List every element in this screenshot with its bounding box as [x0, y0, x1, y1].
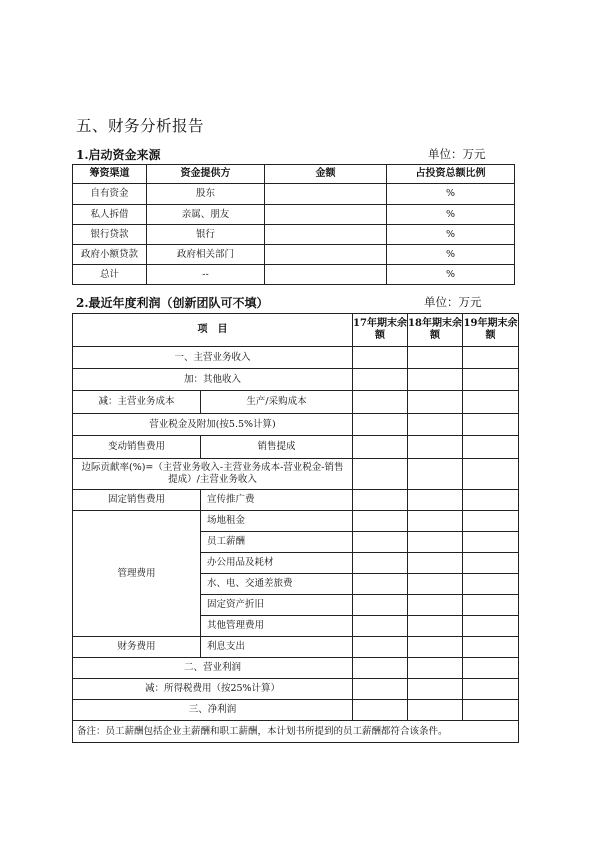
- value-cell[interactable]: [463, 511, 519, 532]
- table-row: [73, 459, 519, 490]
- value-cell[interactable]: [353, 369, 408, 391]
- management-item: 办公用品及耗材: [201, 553, 353, 574]
- value-cell[interactable]: [353, 553, 408, 574]
- value-cell[interactable]: [408, 595, 463, 616]
- management-item: 场地租金: [201, 511, 353, 532]
- profit-header-row: [73, 314, 519, 347]
- funding-ratio[interactable]: %: [387, 205, 515, 225]
- funding-channel: 私人拆借: [73, 205, 147, 225]
- value-cell[interactable]: [353, 574, 408, 595]
- value-cell[interactable]: [408, 700, 463, 721]
- funding-header-amount: 金额: [265, 165, 387, 184]
- value-cell[interactable]: [353, 459, 408, 490]
- funding-amount[interactable]: [265, 184, 387, 205]
- value-cell[interactable]: [463, 595, 519, 616]
- value-cell[interactable]: [408, 532, 463, 553]
- funding-header-channel: 筹资渠道: [73, 165, 147, 184]
- value-cell[interactable]: [463, 658, 519, 679]
- value-cell[interactable]: [353, 347, 408, 369]
- variable-sales-label: 变动销售费用: [73, 436, 201, 459]
- value-cell[interactable]: [353, 511, 408, 532]
- profit-title: 2.最近年度利润（创新团队可不填）: [76, 296, 269, 310]
- funding-channel: 政府小额贷款: [73, 245, 147, 265]
- funding-ratio[interactable]: %: [387, 265, 515, 285]
- section-title: 五、财务分析报告: [76, 117, 205, 135]
- fixed-sales-label: 固定销售费用: [73, 490, 201, 511]
- funding-title: 1.启动资金来源: [76, 148, 161, 162]
- profit-note: 备注：员工薪酬包括企业主薪酬和职工薪酬，本计划书所提到的员工薪酬都符合该条件。: [73, 721, 519, 743]
- table-row: [73, 700, 519, 721]
- funding-header-provider: 资金提供方: [147, 165, 265, 184]
- value-cell[interactable]: [353, 414, 408, 436]
- value-cell[interactable]: [408, 347, 463, 369]
- value-cell[interactable]: [408, 490, 463, 511]
- funding-channel: 自有资金: [73, 184, 147, 205]
- value-cell[interactable]: [408, 553, 463, 574]
- value-cell[interactable]: [463, 369, 519, 391]
- table-row: [73, 184, 515, 205]
- table-row: [73, 637, 519, 658]
- value-cell[interactable]: [408, 574, 463, 595]
- table-row: [73, 679, 519, 700]
- management-item: 固定资产折旧: [201, 595, 353, 616]
- main-income-label: 一、主营业务收入: [73, 347, 353, 369]
- value-cell[interactable]: [463, 616, 519, 637]
- funding-provider: 股东: [147, 184, 265, 205]
- cost-label: 减：主营业务成本: [73, 391, 201, 414]
- other-income-label: 加：其他收入: [73, 369, 353, 391]
- value-cell[interactable]: [408, 616, 463, 637]
- funding-provider: 政府相关部门: [147, 245, 265, 265]
- profit-header-year-18: 18年期末余额: [408, 314, 463, 347]
- value-cell[interactable]: [353, 637, 408, 658]
- fixed-sales-detail: 宣传推广费: [201, 490, 353, 511]
- value-cell[interactable]: [408, 459, 463, 490]
- profit-header-year-17: 17年期末余额: [353, 314, 408, 347]
- cost-detail: 生产/采购成本: [201, 391, 353, 414]
- funding-provider: 亲属、朋友: [147, 205, 265, 225]
- note-row: [73, 721, 519, 743]
- value-cell[interactable]: [408, 391, 463, 414]
- funding-ratio[interactable]: %: [387, 225, 515, 245]
- table-row: [73, 436, 519, 459]
- value-cell[interactable]: [408, 511, 463, 532]
- value-cell[interactable]: [353, 391, 408, 414]
- table-row: [73, 414, 519, 436]
- value-cell[interactable]: [463, 436, 519, 459]
- value-cell[interactable]: [463, 490, 519, 511]
- value-cell[interactable]: [463, 553, 519, 574]
- profit-header-item: 项 目: [73, 314, 353, 347]
- table-row: [73, 490, 519, 511]
- table-row: [73, 347, 519, 369]
- value-cell[interactable]: [463, 679, 519, 700]
- table-row: [73, 658, 519, 679]
- table-row: [73, 511, 519, 532]
- funding-ratio[interactable]: %: [387, 184, 515, 205]
- value-cell[interactable]: [463, 532, 519, 553]
- management-item: 员工薪酬: [201, 532, 353, 553]
- value-cell[interactable]: [408, 637, 463, 658]
- value-cell[interactable]: [353, 700, 408, 721]
- value-cell[interactable]: [353, 658, 408, 679]
- management-item: 其他管理费用: [201, 616, 353, 637]
- funding-unit: 单位：万元: [428, 147, 486, 161]
- funding-table: [72, 164, 515, 285]
- tax-label: 营业税金及附加(按5.5%计算): [73, 414, 353, 436]
- operating-profit-label: 二、营业利润: [73, 658, 353, 679]
- funding-header-row: [73, 165, 515, 184]
- value-cell[interactable]: [463, 414, 519, 436]
- finance-label: 财务费用: [73, 637, 201, 658]
- value-cell[interactable]: [353, 532, 408, 553]
- table-row: [73, 369, 519, 391]
- table-row: [73, 265, 515, 285]
- income-tax-label: 减：所得税费用（按25%计算）: [73, 679, 353, 700]
- management-label: 管理费用: [73, 511, 201, 637]
- value-cell[interactable]: [463, 637, 519, 658]
- net-profit-label: 三、净利润: [73, 700, 353, 721]
- funding-amount[interactable]: [265, 245, 387, 265]
- value-cell[interactable]: [408, 414, 463, 436]
- table-row: [73, 245, 515, 265]
- table-row: [73, 391, 519, 414]
- profit-unit: 单位：万元: [424, 295, 482, 309]
- value-cell[interactable]: [408, 679, 463, 700]
- value-cell[interactable]: [463, 391, 519, 414]
- value-cell[interactable]: [463, 347, 519, 369]
- funding-channel: 银行贷款: [73, 225, 147, 245]
- value-cell[interactable]: [408, 658, 463, 679]
- value-cell[interactable]: [353, 595, 408, 616]
- funding-header-ratio: 占投资总额比例: [387, 165, 515, 184]
- value-cell[interactable]: [353, 679, 408, 700]
- funding-provider: 银行: [147, 225, 265, 245]
- value-cell[interactable]: [408, 436, 463, 459]
- table-row: [73, 225, 515, 245]
- profit-table: [72, 313, 519, 743]
- funding-amount[interactable]: [265, 225, 387, 245]
- margin-label: 边际贡献率(%)=（主营业务收入-主营业务成本-营业税金-销售提成）/主营业务收入: [73, 459, 353, 490]
- funding-amount[interactable]: [265, 205, 387, 225]
- value-cell[interactable]: [353, 490, 408, 511]
- value-cell[interactable]: [353, 616, 408, 637]
- value-cell[interactable]: [463, 574, 519, 595]
- management-item: 水、电、交通差旅费: [201, 574, 353, 595]
- finance-detail: 利息支出: [201, 637, 353, 658]
- funding-channel: 总计: [73, 265, 147, 285]
- value-cell[interactable]: [408, 369, 463, 391]
- profit-header-year-19: 19年期末余额: [463, 314, 519, 347]
- value-cell[interactable]: [353, 436, 408, 459]
- funding-ratio[interactable]: %: [387, 245, 515, 265]
- value-cell[interactable]: [463, 700, 519, 721]
- funding-provider: --: [147, 265, 265, 285]
- variable-sales-detail: 销售提成: [201, 436, 353, 459]
- table-row: [73, 205, 515, 225]
- value-cell[interactable]: [463, 459, 519, 490]
- funding-amount[interactable]: [265, 265, 387, 285]
